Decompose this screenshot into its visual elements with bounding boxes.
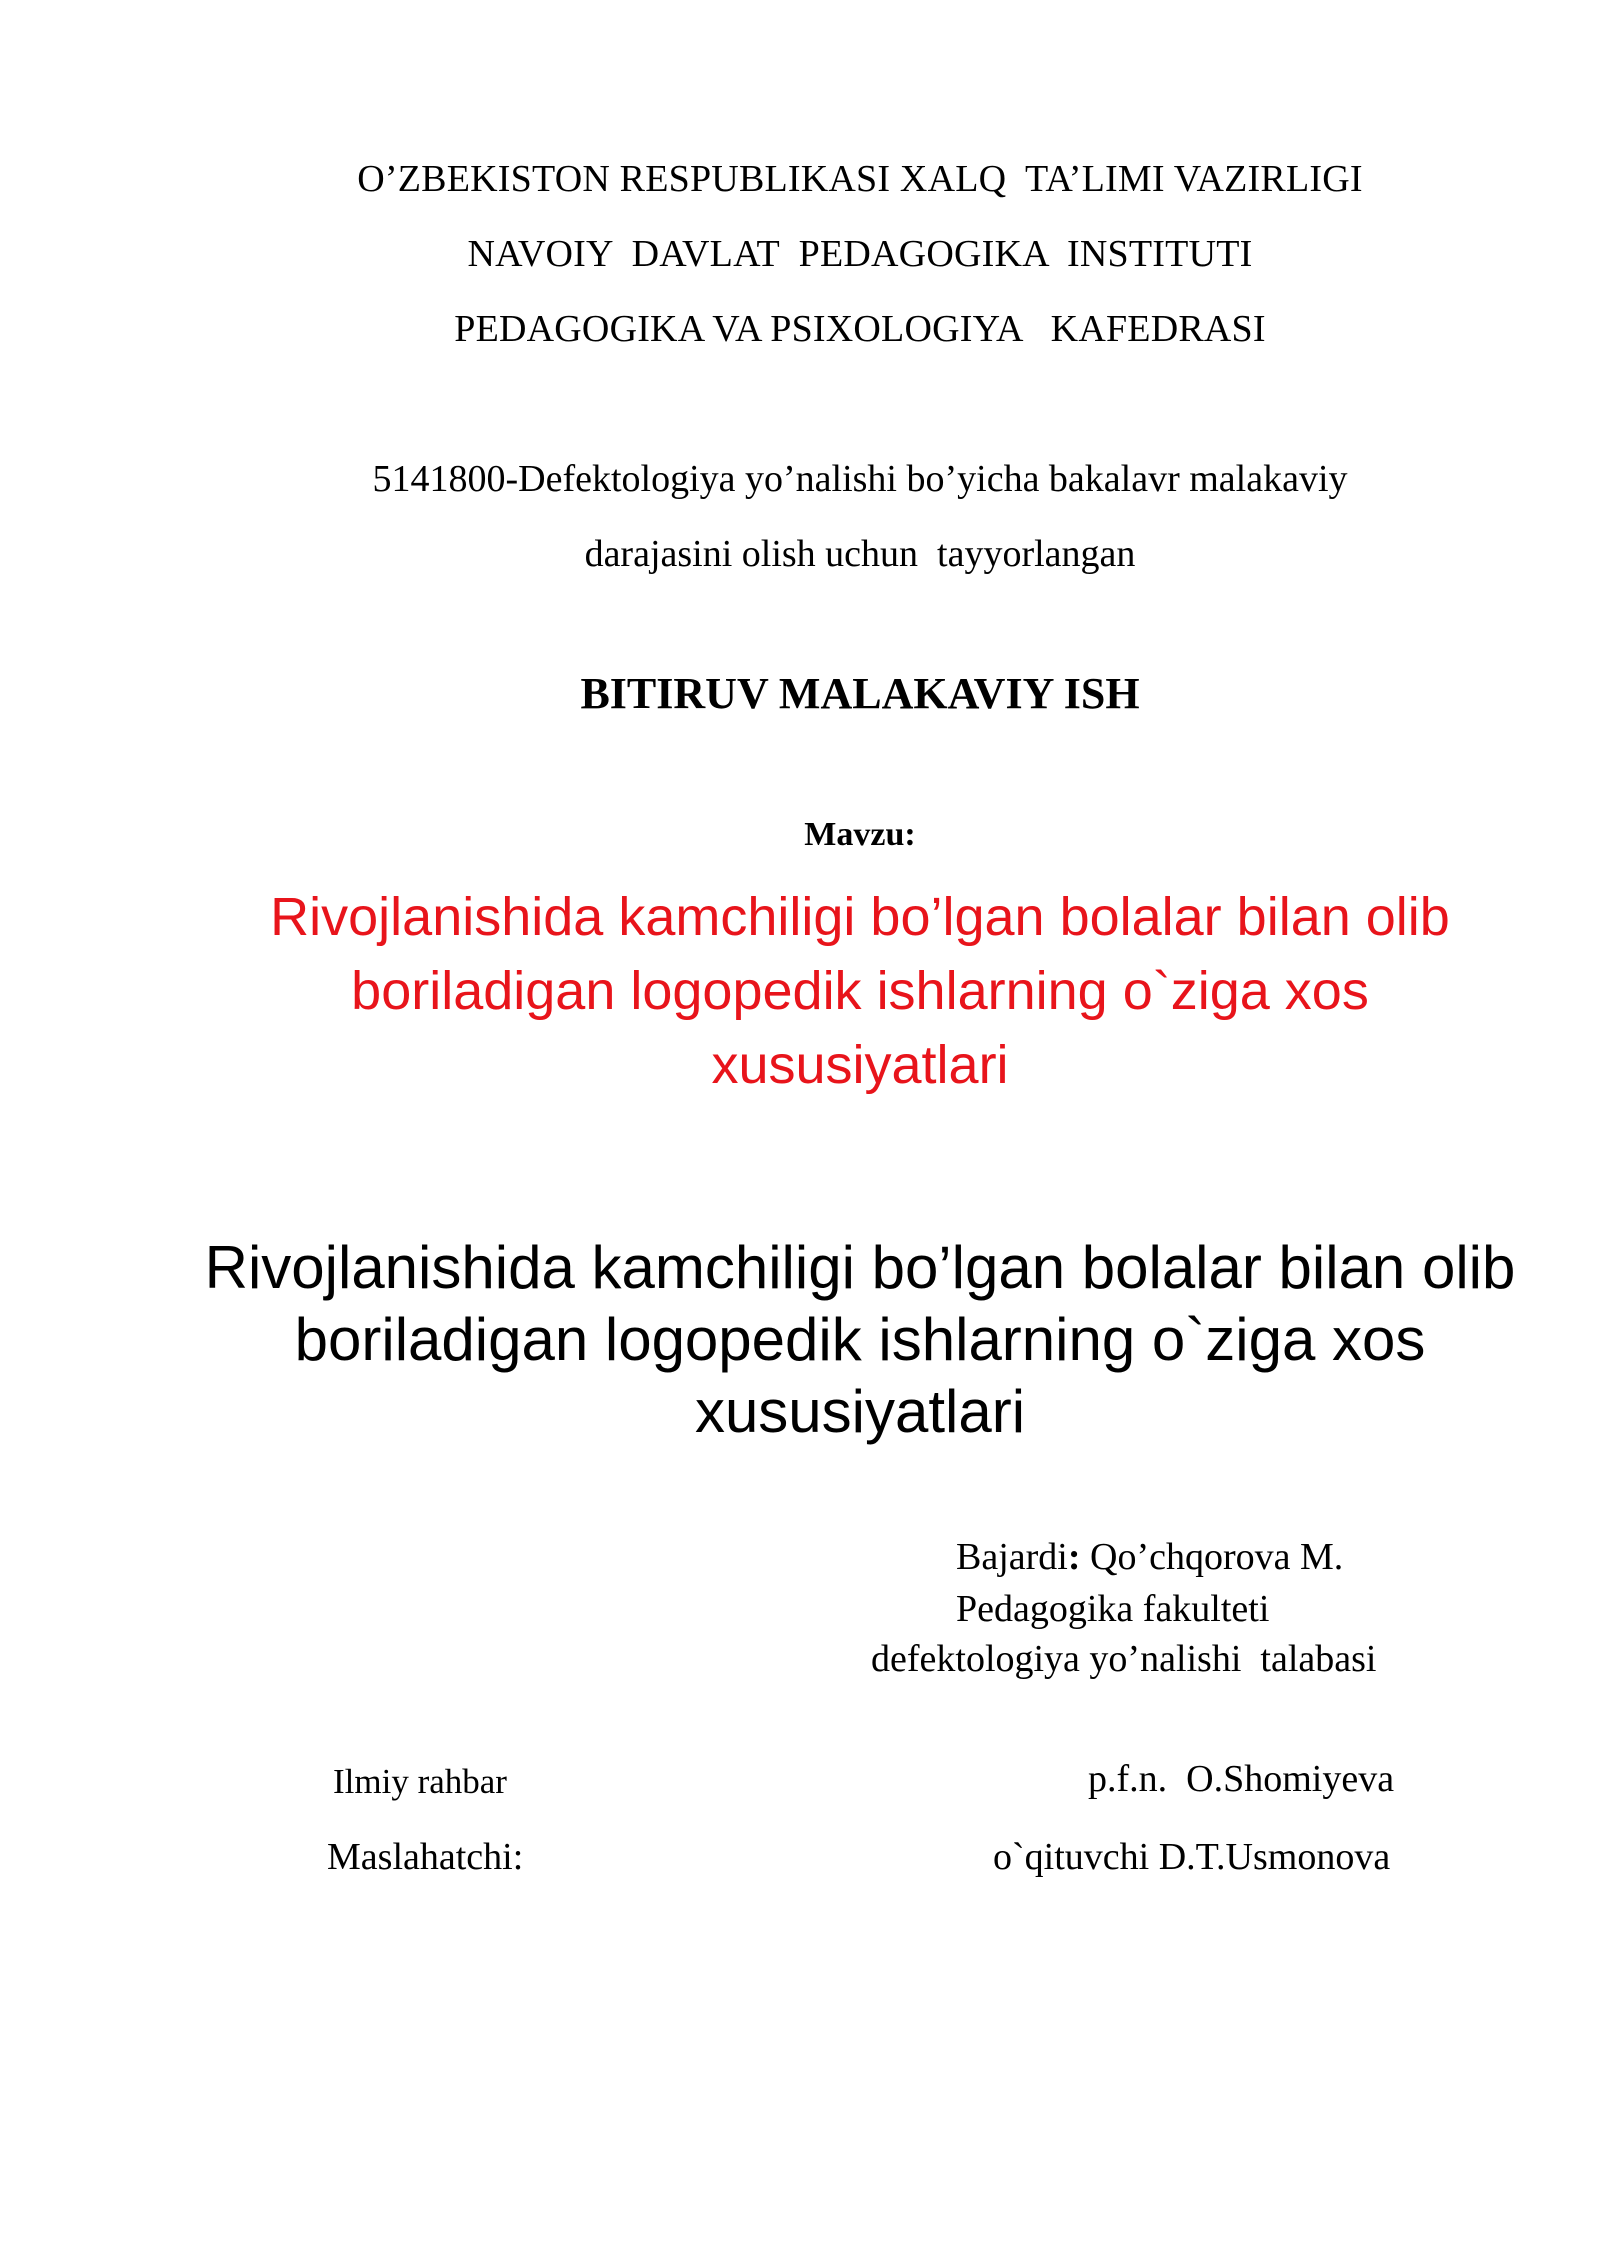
department-name: PEDAGOGIKA VA PSIXOLOGIYA KAFEDRASI — [454, 308, 1266, 350]
performer-colon: : — [1067, 1536, 1081, 1578]
performer-line — [956, 1538, 1343, 1576]
consultant-label: Maslahatchi: — [327, 1836, 524, 1878]
performer-label: Bajardi — [956, 1536, 1068, 1578]
topic-title-red: Rivojlanishida kamchiligi bo’lgan bolalar bilan olib boriladigan logopedik ishlarning o`ziga xos xususiyatlari — [270, 887, 1450, 1095]
supervisor-label: Ilmiy rahbar — [333, 1762, 507, 1801]
topic-label: Mavzu: — [804, 816, 916, 853]
ministry-name: O’ZBEKISTON RESPUBLIKASI XALQ TA’LIMI VAZIRLIGI — [357, 158, 1363, 200]
topic-title-black: Rivojlanishida kamchiligi bo’lgan bolalar bilan olib boriladigan logopedik ishlarning o`ziga xos xususiyatlari — [204, 1234, 1516, 1445]
performer-student: defektologiya yo’nalishi talabasi — [871, 1638, 1377, 1680]
performer-name: Qo’chqorova M. — [1080, 1536, 1344, 1578]
work-type-heading: BITIRUV MALAKAVIY ISH — [580, 669, 1140, 718]
institute-name: NAVOIY DAVLAT PEDAGOGIKA INSTITUTI — [467, 233, 1253, 275]
performer-faculty: Pedagogika fakulteti — [956, 1588, 1270, 1630]
supervisor-name: p.f.n. O.Shomiyeva — [1088, 1758, 1395, 1800]
specialty-line-2: darajasini olish uchun tayyorlangan — [584, 533, 1136, 575]
consultant-name: o`qituvchi D.T.Usmonova — [993, 1836, 1391, 1878]
specialty-line-1: 5141800-Defektologiya yo’nalishi bo’yicha bakalavr malakaviy — [372, 458, 1348, 500]
